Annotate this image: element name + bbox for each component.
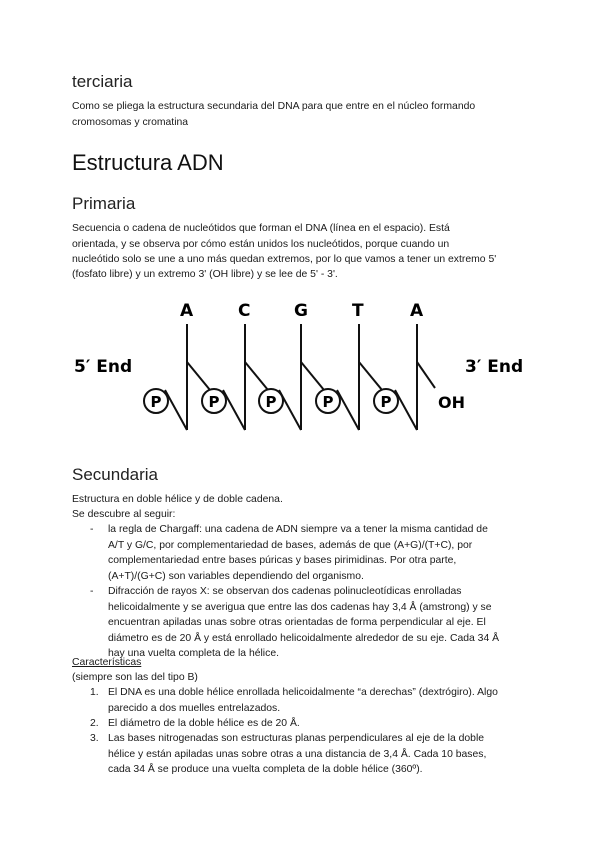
numbered-3-line-2: hélice y están apiladas unas sobre otras a una distancia de 3,4 Å. Cada 10 bases,	[108, 748, 487, 760]
list-dash: -	[90, 524, 94, 535]
phosphate-label-2: P	[208, 393, 220, 411]
phosphate-label-5: P	[380, 393, 392, 411]
xray-line-2: helicoidalmente y se averigua que entre las dos cadenas hay 3,4 Å (amstrong) y se	[108, 601, 492, 613]
primaria-line-4: (fosfato libre) y un extremo 3' (OH libre) y se lee de 5' - 3'.	[72, 269, 338, 280]
list-dash: -	[90, 586, 94, 597]
chargaff-line-3: complementariedad entre bases púricas y bases pirimidinas. Por otra parte,	[108, 555, 457, 567]
chargaff-line-1: la regla de Chargaff: una cadena de ADN siempre va a tener la misma cantidad de	[108, 524, 488, 535]
secundaria-intro-2: Se descubre al seguir:	[72, 509, 176, 520]
hydroxyl-label: OH	[438, 393, 465, 412]
chargaff-line-2: A/T y G/C, por complementariedad de bases, además de que (A+G)/(T+C), por	[108, 539, 473, 551]
heading-secundaria: Secundaria	[72, 465, 159, 484]
phosphate-label-1: P	[150, 393, 162, 411]
xray-line-1: Difracción de rayos X: se observan dos cadenas polinucleotídicas enrolladas	[108, 586, 462, 597]
phosphate-label-3: P	[265, 393, 277, 411]
five-prime-end-label: 5′ End	[74, 357, 133, 377]
caracteristicas-label: Características	[72, 657, 142, 668]
secundaria-intro-1: Estructura en doble hélice y de doble cadena.	[72, 494, 283, 505]
phosphate-4	[316, 389, 340, 413]
sugar-phosphate-backbone	[165, 324, 435, 430]
base-label-2: C	[238, 301, 251, 321]
phosphate-5	[374, 389, 398, 413]
xray-line-4: diámetro es de 20 Å y está enrollado helicoidalmente alrededor de su eje. Cada 34 Å	[108, 632, 500, 644]
dna-strand-diagram	[60, 290, 540, 440]
numbered-2-line-1: El diámetro de la doble hélice es de 20 Å.	[108, 718, 300, 729]
base-label-3: G	[294, 301, 308, 321]
numbered-3-line-1: Las bases nitrogenadas son estructuras planas perpendiculares al eje de la doble	[108, 733, 485, 744]
list-number: 1.	[90, 687, 99, 698]
caracteristicas-note: (siempre son las del tipo B)	[72, 672, 198, 683]
three-prime-end-label: 3′ End	[465, 357, 524, 377]
heading-terciaria: terciaria	[72, 72, 133, 91]
heading-primaria: Primaria	[72, 194, 136, 213]
base-label-5: A	[410, 301, 424, 321]
base-label-1: A	[180, 301, 194, 321]
phosphate-1	[144, 389, 168, 413]
numbered-item-3	[90, 731, 530, 778]
phosphate-label-4: P	[322, 393, 334, 411]
xray-line-3: encuentran apiladas unas sobre otras orientadas de forma perpendicular al eje. El	[108, 617, 486, 629]
numbered-item-2	[90, 716, 530, 732]
phosphate-2	[202, 389, 226, 413]
primaria-line-3: nucleótido solo se une a uno más quedan extremos, por lo que vamos a tener un extremo 5'	[72, 254, 497, 265]
terciaria-line-1: Como se pliega la estructura secundaria del DNA para que entre en el núcleo formando	[72, 101, 476, 112]
phosphate-3	[259, 389, 283, 413]
list-item-chargaff	[90, 522, 530, 584]
xray-line-5: hay una vuelta completa de la hélice.	[108, 648, 279, 660]
numbered-item-1	[90, 685, 530, 716]
chargaff-line-4: (A+T)/(G+C) son variables dependiendo del organismo.	[108, 570, 364, 582]
numbered-1-line-2: parecido a dos muelles entrelazados.	[108, 702, 281, 714]
numbered-1-line-1: El DNA es una doble hélice enrollada helicoidalmente “a derechas” (dextrógiro). Algo	[108, 687, 498, 698]
terciaria-line-2: cromosomas y cromatina	[72, 117, 189, 128]
list-number: 2.	[90, 718, 99, 729]
list-item-xray	[90, 584, 530, 662]
list-number: 3.	[90, 733, 99, 744]
numbered-3-line-3: cada 34 Å se produce una vuelta completa de la doble hélice (360º).	[108, 764, 423, 776]
primaria-line-1: Secuencia o cadena de nucleótidos que forman el DNA (línea en el espacio). Está	[72, 223, 450, 234]
base-label-4: T	[352, 301, 364, 321]
primaria-line-2: orientada, y se observa por cómo están unidos los nucleótidos, porque cuando un	[72, 239, 450, 250]
page-title: Estructura ADN	[72, 150, 224, 175]
